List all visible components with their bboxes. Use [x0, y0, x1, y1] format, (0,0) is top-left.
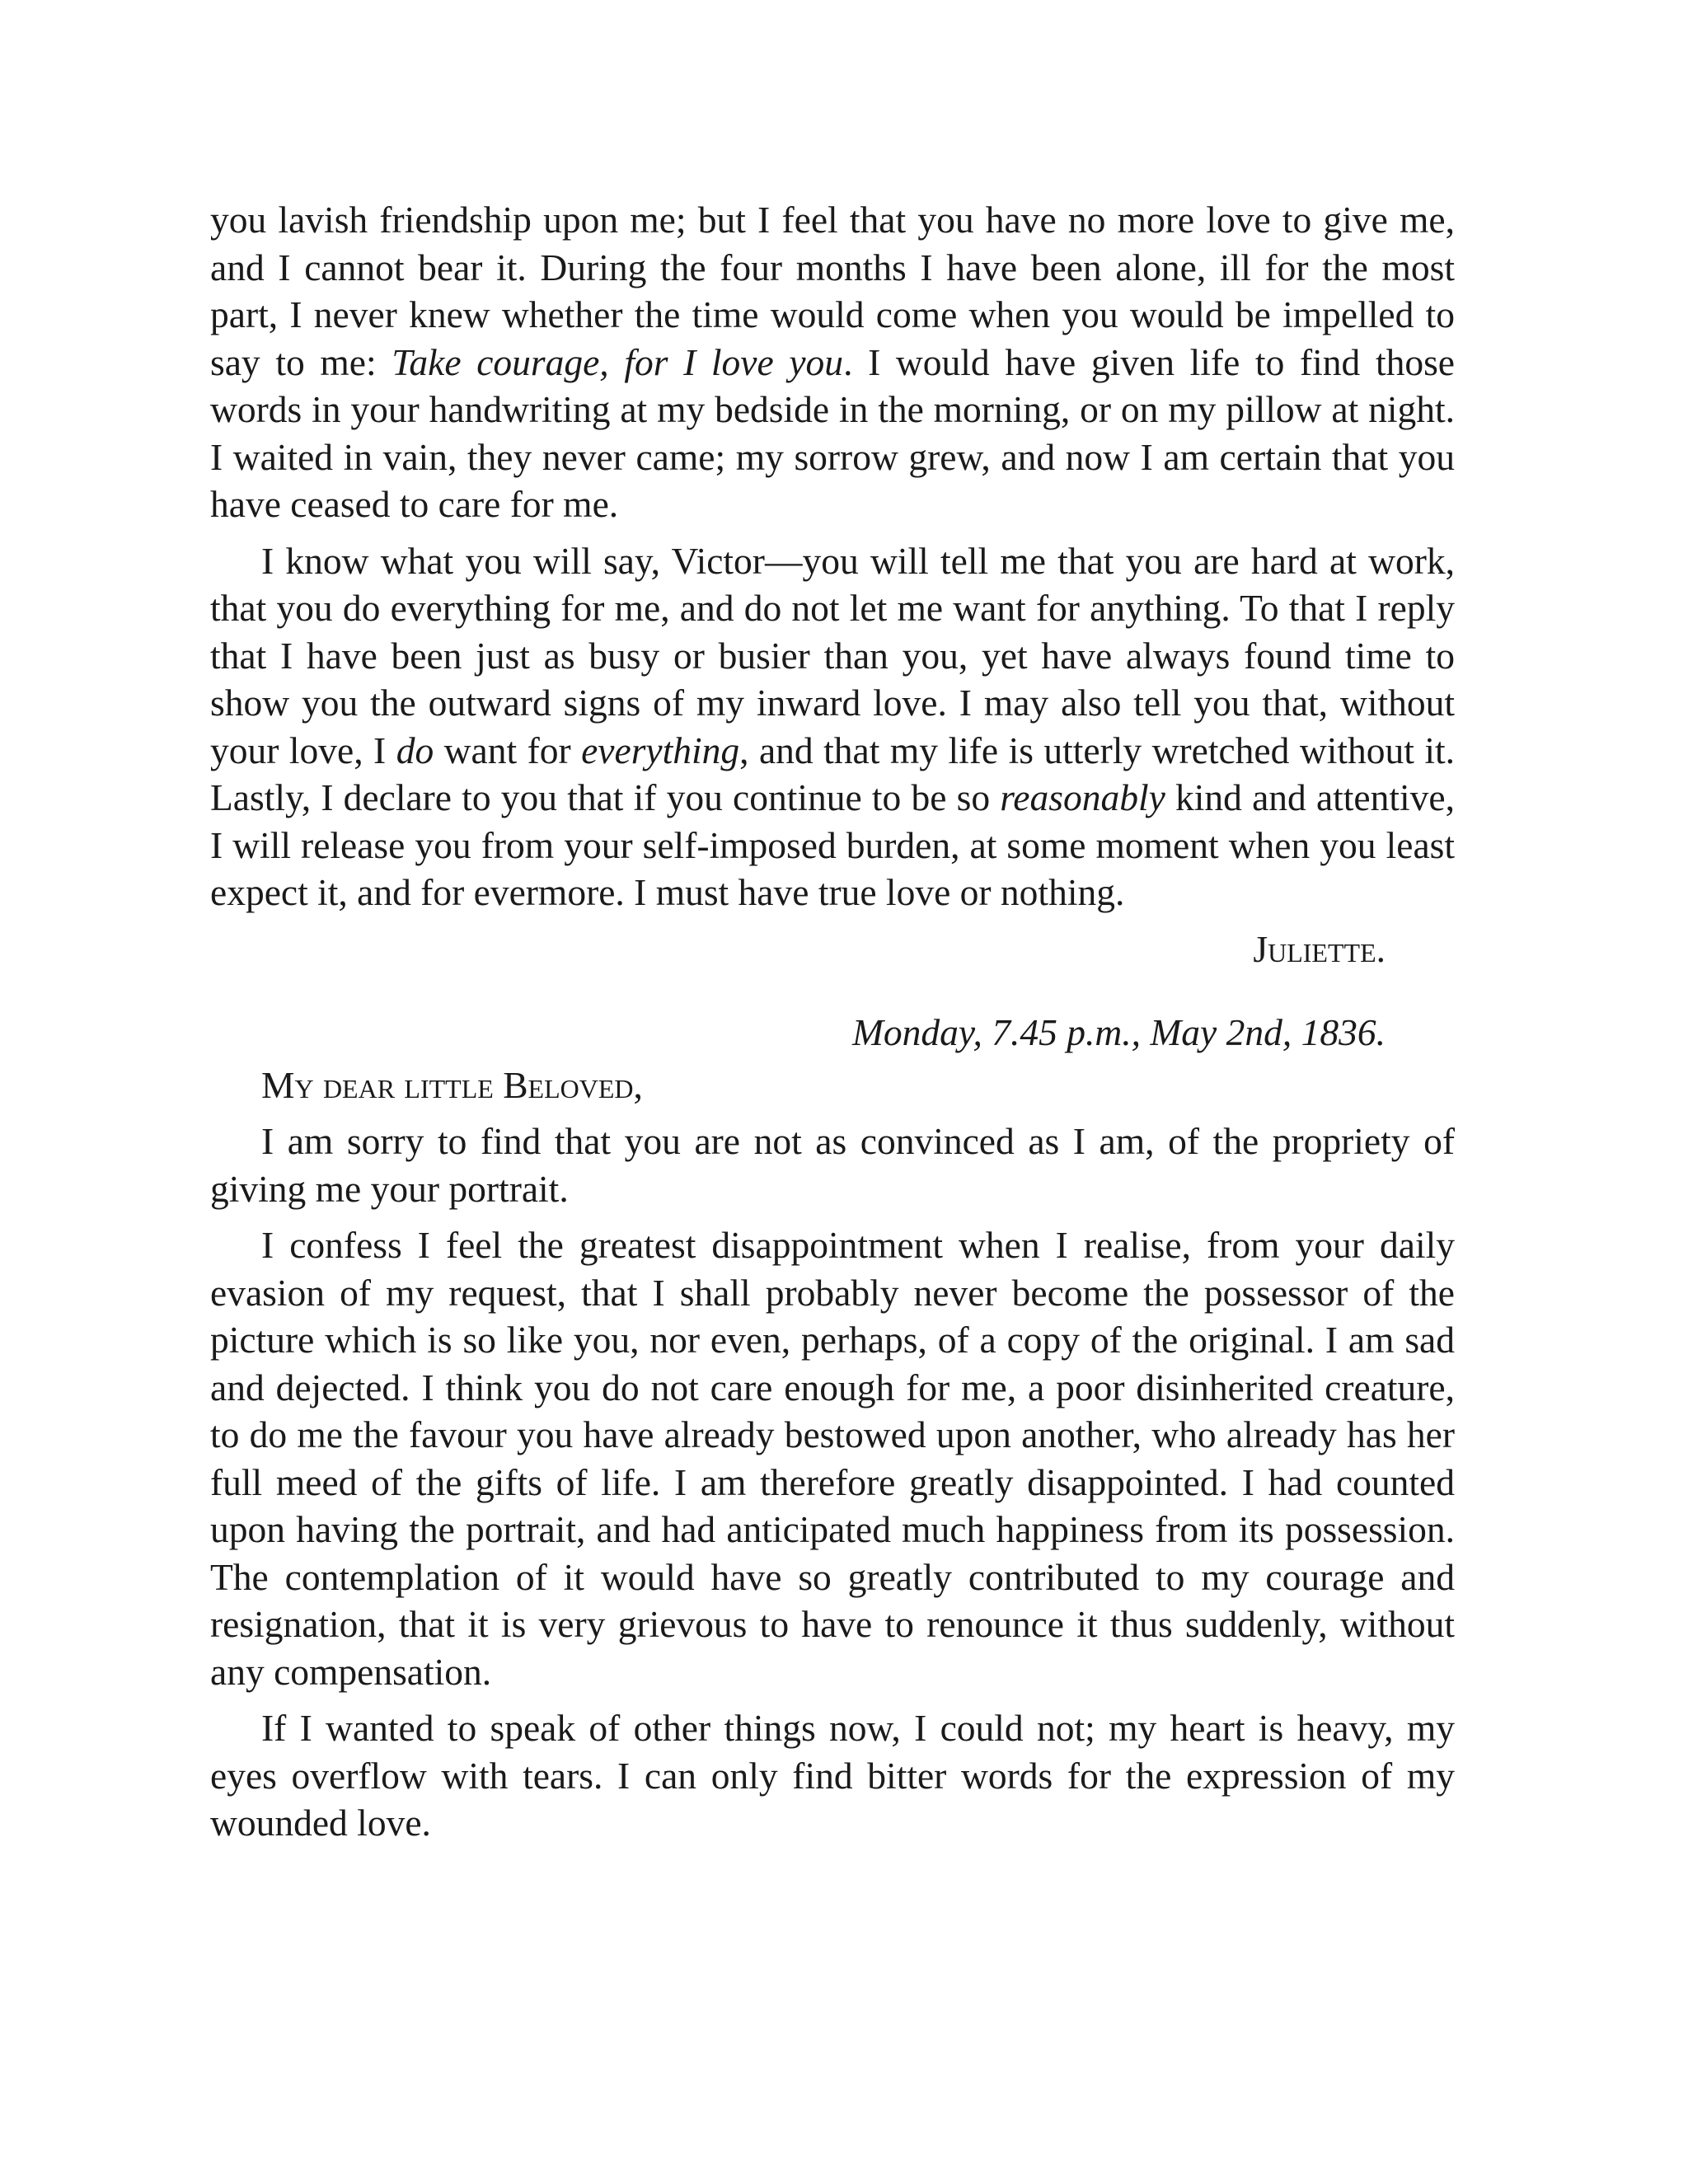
letter2-paragraph-1: I am sorry to find that you are not as convinced as I am, of the propriety of giving me your portrait.	[210, 1120, 1455, 1210]
letter1-paragraph-2	[210, 537, 1455, 916]
text-run: I know what you will say, Victor—you will tell me that you are hard at work, that you do everything for me, and do not let me want for anything. To that I reply that I have been just as busy or busier than you, yet have always found time to show you the outward signs of my inward love. I may also tell you that, without your love, I	[210, 539, 1455, 771]
emphasis-text: reasonably	[1000, 776, 1165, 818]
emphasis-text: do	[396, 729, 434, 771]
text-run: you lavish friendship upon me; but I feel that you have no more love to give me, and I cannot bear it. During the four months I have been alone, ill for the most part, I never knew whether the time would come when you would be impelled to say to me:	[210, 199, 1455, 383]
letter2-salutation: My dear little Beloved,	[261, 1063, 643, 1106]
letter1-paragraph-1	[210, 196, 1455, 528]
letter2-paragraph-2: I confess I feel the greatest disappointment when I realise, from your daily evasion of my request, that I shall probably never become the possessor of the picture which is so like you, nor even, perhaps, of a copy of the original. I am sad and dejected. I think you do not care enough for me, a poor disinherited creature, to do me the favour you have already bestowed upon another, who already has her full meed of the gifts of life. I am therefore greatly disappointed. I had counted upon having the portrait, and had anticipated much happiness from its possession. The contemplation of it would have so greatly contributed to my courage and resignation, that it is very grievous to have to renounce it thus suddenly, without any compensation.	[210, 1224, 1455, 1693]
text-run: . I would have given life to find those words in your handwriting at my bedside in the morning, or on my pillow at night. I waited in vain, they never came; my sorrow grew, and now I am certain that you have ceased to care for me.	[210, 340, 1455, 525]
letter2-dateline: Monday, 7.45 p.m., May 2nd, 1836.	[851, 1011, 1386, 1053]
letter2-paragraph-3: If I wanted to speak of other things now, I could not; my heart is heavy, my eyes overflow with tears. I can only find bitter words for the expression of my wounded love.	[210, 1707, 1455, 1844]
text-run: , and that my life is utterly wretched without it. Lastly, I declare to you that if you continue to be so	[210, 729, 1456, 818]
text-run: kind and attentive, I will release you from your self-imposed burden, at some moment when you least expect it, and for evermore. I must have true love or nothing.	[210, 776, 1455, 913]
emphasis-text: everything	[581, 729, 740, 771]
emphasis-text: Take courage, for I love you	[392, 340, 844, 383]
document-page	[210, 196, 1455, 1856]
letter1-signature: Juliette.	[1253, 927, 1386, 970]
text-run: want for	[434, 729, 582, 771]
